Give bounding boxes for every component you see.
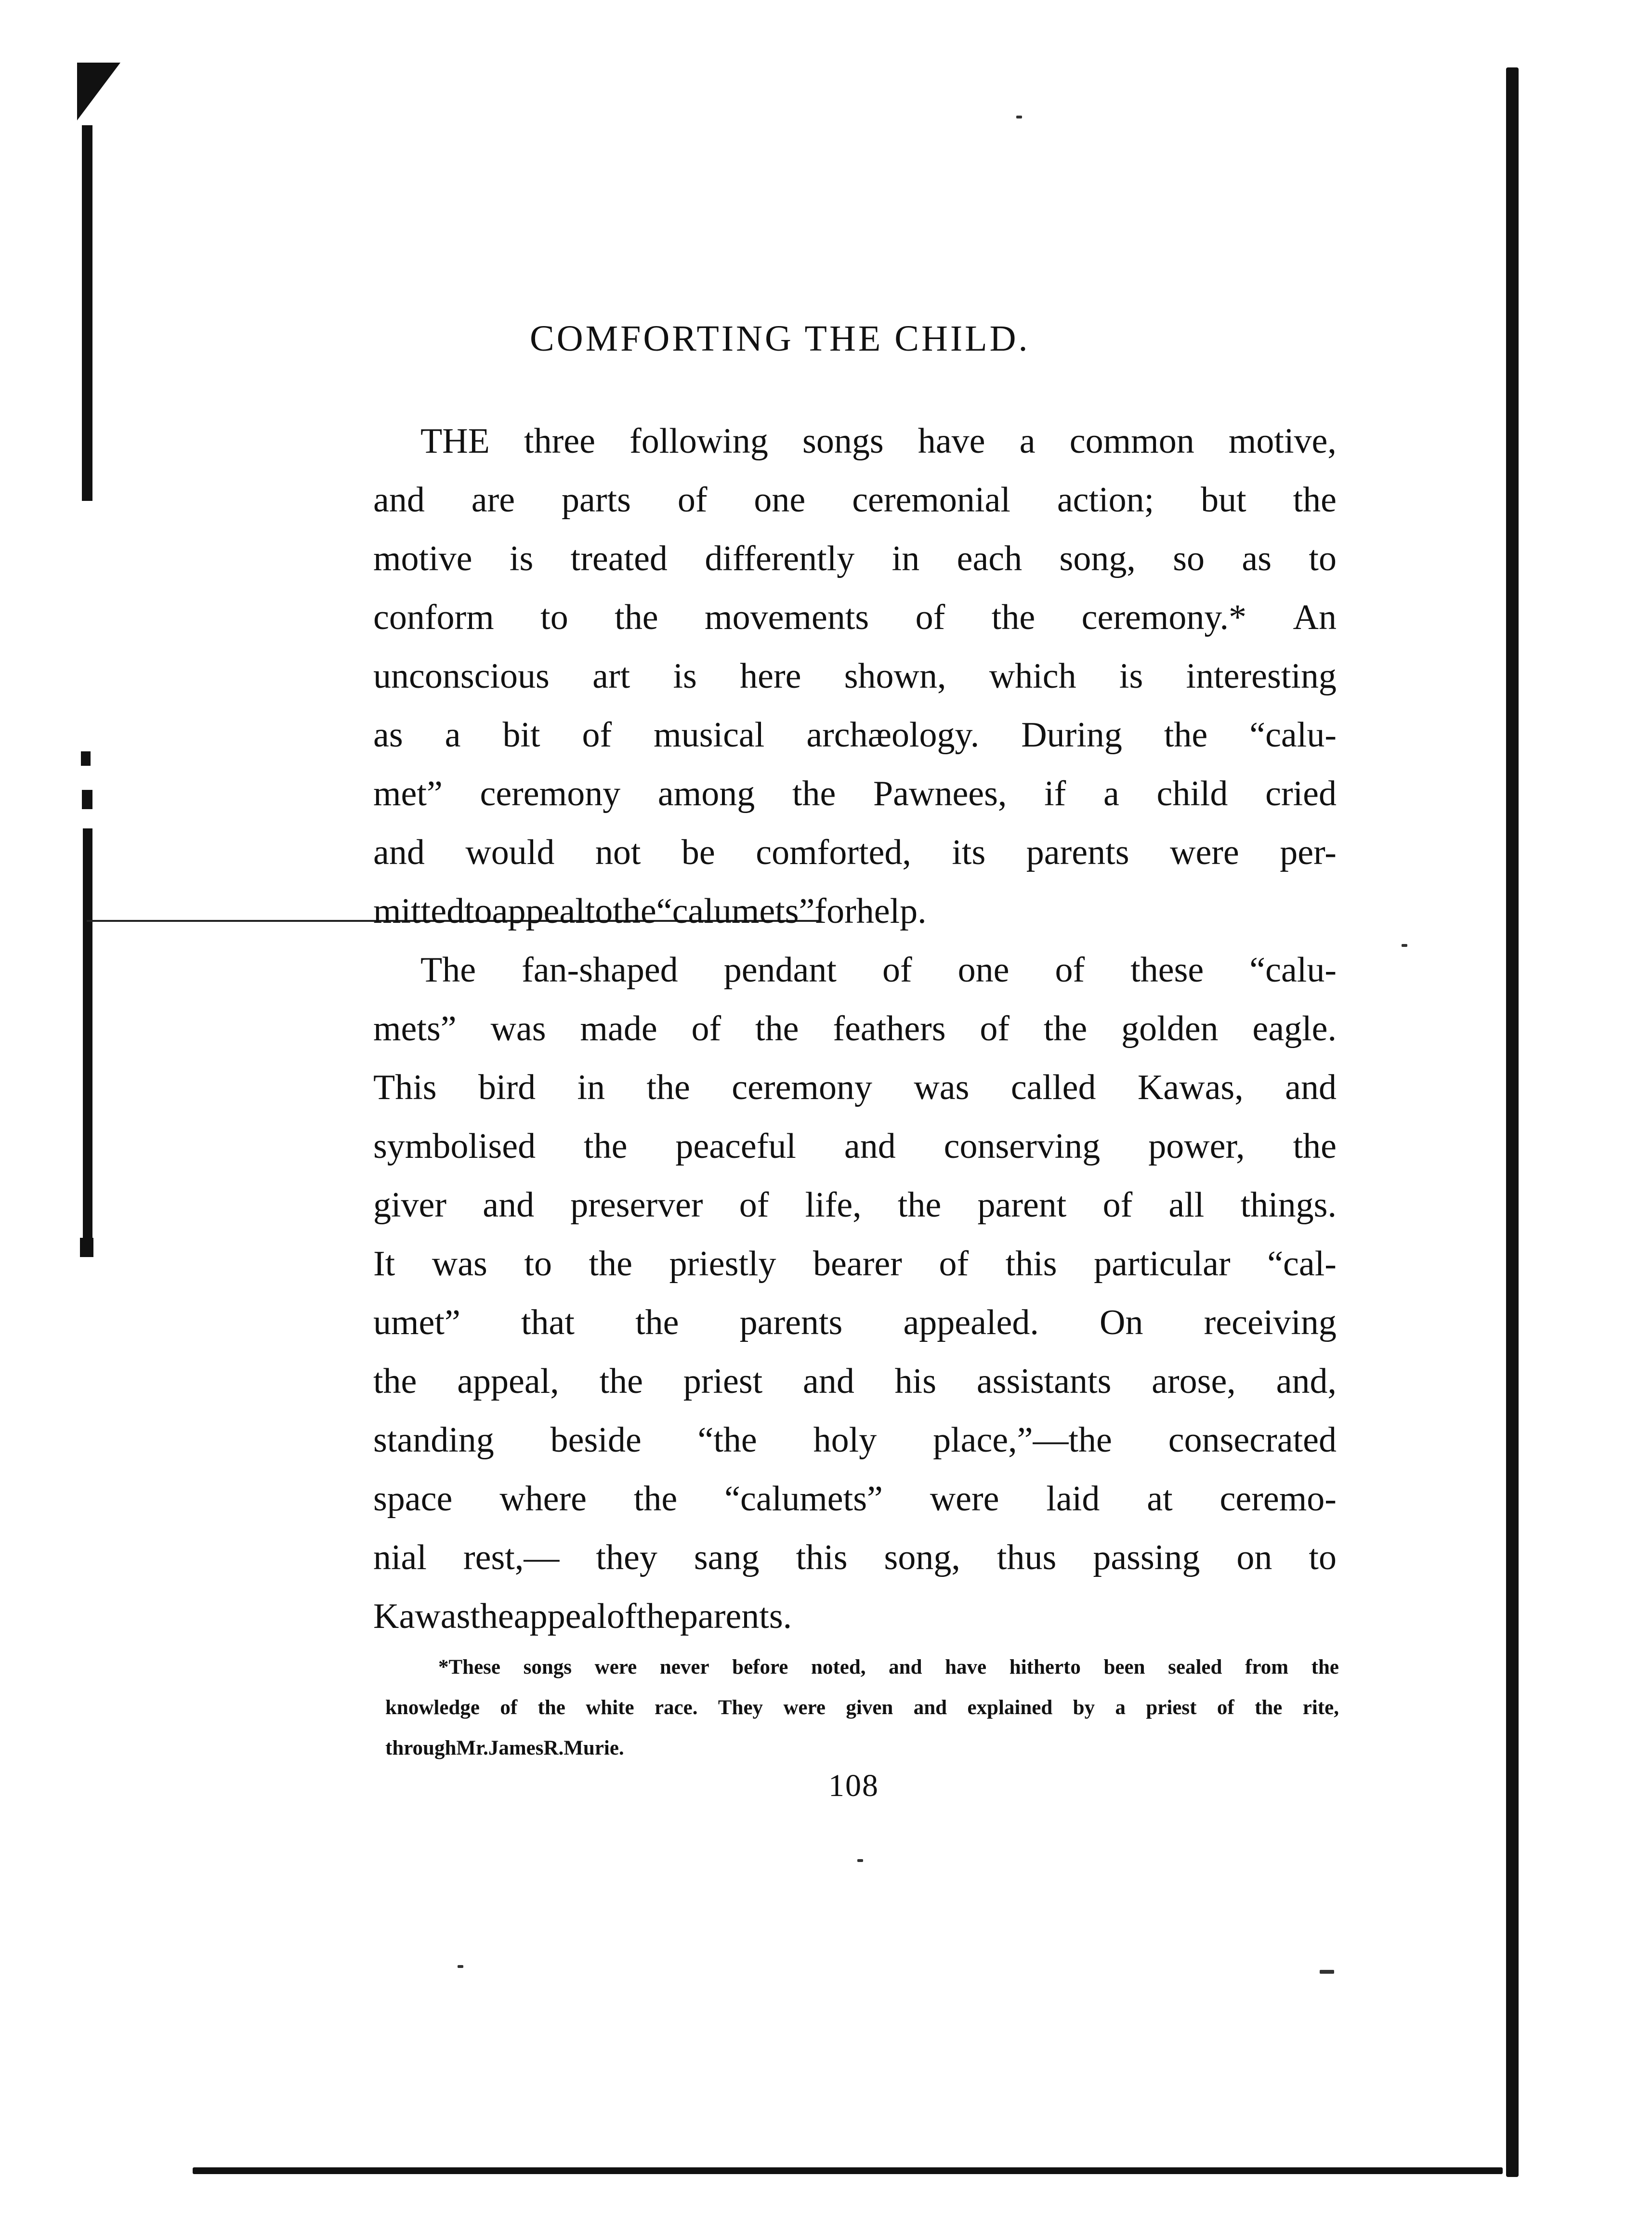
word: It: [373, 1244, 395, 1284]
word: have: [945, 1656, 987, 1678]
word: as: [373, 715, 403, 755]
word: of: [582, 715, 612, 755]
word: not: [595, 833, 641, 872]
word: of: [500, 1696, 518, 1719]
word: differently: [705, 539, 855, 578]
word: sang: [694, 1538, 760, 1577]
word: bearer: [813, 1244, 902, 1284]
word: golden: [1121, 1009, 1219, 1049]
word: a: [1019, 421, 1036, 461]
word: bit: [502, 715, 540, 755]
word: beside: [550, 1420, 642, 1460]
word: the: [1255, 1696, 1283, 1719]
word: peaceful: [675, 1127, 796, 1166]
word: to: [1309, 539, 1337, 578]
text-line: [373, 1469, 1337, 1528]
word: umet”: [373, 1303, 460, 1342]
word: this: [796, 1538, 848, 1577]
footnote: [385, 1647, 1339, 1769]
word: laid: [1046, 1479, 1100, 1519]
word: and: [889, 1656, 922, 1678]
text-line: [373, 882, 1337, 941]
word: They: [718, 1696, 763, 1719]
text-line: [373, 1234, 1337, 1293]
word: one: [957, 950, 1010, 990]
word: the: [646, 1068, 690, 1107]
word: is: [673, 656, 697, 696]
text-line: [373, 1587, 1337, 1646]
word: of: [882, 950, 912, 990]
word: were: [1170, 833, 1239, 872]
word: by: [1073, 1696, 1095, 1719]
word: would: [465, 833, 555, 872]
word: Kawas,: [1137, 1068, 1244, 1107]
word: consecrated: [1168, 1420, 1337, 1460]
word: “calu-: [1249, 715, 1337, 755]
word: shown,: [844, 656, 946, 696]
word: the: [792, 774, 836, 813]
word: in: [577, 1068, 605, 1107]
word: priest: [683, 1362, 763, 1401]
word: among: [657, 774, 755, 813]
word: R.: [543, 1737, 564, 1759]
word: place,”—the: [933, 1420, 1112, 1460]
word: appeal: [513, 1597, 607, 1636]
word: be: [681, 833, 715, 872]
page-title: COMFORTING THE CHILD.: [530, 318, 1030, 359]
word: but: [1201, 480, 1246, 520]
word: symbolised: [373, 1127, 536, 1166]
word: conform: [373, 598, 494, 637]
word: his: [894, 1362, 937, 1401]
word: and: [913, 1696, 947, 1719]
word: songs: [802, 421, 884, 461]
word: the: [615, 598, 658, 637]
word: parents.: [680, 1597, 792, 1636]
word: giver: [373, 1185, 447, 1225]
word: parents: [1026, 833, 1129, 872]
text-line: [373, 1528, 1337, 1587]
word: following: [629, 421, 768, 461]
word: knowledge: [385, 1696, 480, 1719]
text-line: [373, 1058, 1337, 1117]
scan-speck: [458, 1965, 463, 1968]
word: of: [677, 480, 708, 520]
word: to: [1309, 1538, 1337, 1577]
text-line: [373, 941, 1337, 999]
word: three: [524, 421, 595, 461]
word: arose,: [1152, 1362, 1236, 1401]
word: these: [1130, 950, 1204, 990]
word: holy: [813, 1420, 877, 1460]
word: the: [613, 892, 656, 931]
text-line: [373, 1117, 1337, 1176]
word: conserving: [944, 1127, 1101, 1166]
word: Kawas: [373, 1597, 471, 1636]
word: of: [691, 1009, 721, 1049]
word: mets”: [373, 1009, 457, 1049]
word: power,: [1148, 1127, 1245, 1166]
word: on: [1236, 1538, 1272, 1577]
word: this: [1005, 1244, 1057, 1284]
text-line: [373, 1411, 1337, 1469]
word: its: [952, 833, 986, 872]
word: a: [445, 715, 461, 755]
word: the: [1164, 715, 1208, 755]
word: parents: [739, 1303, 843, 1342]
word: the: [599, 1362, 643, 1401]
word: the: [584, 1127, 628, 1166]
word: explained: [967, 1696, 1053, 1719]
word: “calu-: [1249, 950, 1337, 990]
word: and: [373, 833, 425, 872]
word: of: [1102, 1185, 1133, 1225]
word: all: [1168, 1185, 1205, 1225]
text-line: [373, 1352, 1337, 1411]
word: child: [1156, 774, 1228, 813]
word: the: [1311, 1656, 1339, 1678]
word: nial: [373, 1538, 427, 1577]
word: the: [635, 1303, 679, 1342]
word: through: [385, 1737, 457, 1759]
word: and: [803, 1362, 854, 1401]
word: ceremony: [732, 1068, 872, 1107]
word: rest,—: [463, 1538, 560, 1577]
word: the: [589, 1244, 632, 1284]
footnote-line: [385, 1728, 1339, 1769]
word: common: [1069, 421, 1194, 461]
left-scan-bar-tail: [80, 1238, 93, 1257]
scan-corner-mark: [77, 63, 120, 120]
left-scan-bar-top: [82, 125, 92, 501]
word: “calumets”: [724, 1479, 883, 1519]
word: receiving: [1204, 1303, 1337, 1342]
word: musical: [654, 715, 765, 755]
word: bird: [478, 1068, 536, 1107]
word: made: [580, 1009, 657, 1049]
word: hitherto: [1009, 1656, 1081, 1678]
word: THE: [420, 421, 490, 461]
word: This: [373, 1068, 437, 1107]
left-scan-bar-mid-1: [81, 751, 91, 766]
word: and: [483, 1185, 535, 1225]
word: Murie.: [564, 1737, 624, 1759]
word: *These: [438, 1656, 500, 1678]
word: The: [420, 950, 476, 990]
word: is: [1119, 656, 1143, 696]
word: unconscious: [373, 656, 550, 696]
word: standing: [373, 1420, 494, 1460]
word: one: [754, 480, 806, 520]
page-number: 108: [828, 1768, 879, 1803]
word: are: [471, 480, 515, 520]
word: was: [490, 1009, 546, 1049]
word: here: [740, 656, 801, 696]
word: comforted,: [756, 833, 911, 872]
word: of: [606, 1597, 637, 1636]
word: passing: [1093, 1538, 1200, 1577]
word: where: [499, 1479, 587, 1519]
word: were: [783, 1696, 826, 1719]
word: and: [373, 480, 425, 520]
word: of: [939, 1244, 969, 1284]
word: white: [586, 1696, 634, 1719]
word: priest: [1146, 1696, 1197, 1719]
word: motive,: [1228, 421, 1337, 461]
word: appeal,: [457, 1362, 559, 1401]
word: race.: [654, 1696, 698, 1719]
scan-speck: [1402, 944, 1407, 947]
left-scan-bar-lower: [83, 828, 92, 1252]
word: songs: [523, 1656, 572, 1678]
word: been: [1103, 1656, 1145, 1678]
word: of: [739, 1185, 769, 1225]
word: appealed.: [903, 1303, 1039, 1342]
word: preserver: [570, 1185, 703, 1225]
word: they: [596, 1538, 657, 1577]
word: fan-shaped: [522, 950, 678, 990]
word: eagle.: [1252, 1009, 1337, 1049]
word: the: [373, 1362, 417, 1401]
word: action;: [1057, 480, 1154, 520]
word: and: [844, 1127, 896, 1166]
word: if: [1044, 774, 1066, 813]
scan-speck: [857, 1859, 863, 1862]
word: and,: [1276, 1362, 1337, 1401]
word: space: [373, 1479, 453, 1519]
word: the: [636, 1597, 680, 1636]
word: each: [957, 539, 1023, 578]
word: to: [524, 1244, 552, 1284]
word: that: [521, 1303, 575, 1342]
paragraph: [373, 412, 1337, 941]
word: of: [1217, 1696, 1234, 1719]
word: sealed: [1168, 1656, 1222, 1678]
word: parent: [977, 1185, 1067, 1225]
word: from: [1245, 1656, 1289, 1678]
word: appeal: [492, 892, 585, 931]
word: in: [892, 539, 920, 578]
word: ceremo-: [1219, 1479, 1337, 1519]
word: James: [488, 1737, 544, 1759]
word: is: [509, 539, 534, 578]
word: On: [1100, 1303, 1143, 1342]
word: An: [1293, 598, 1337, 637]
scan-speck: [1320, 1970, 1334, 1974]
word: “cal-: [1267, 1244, 1337, 1284]
text-line: [373, 412, 1337, 471]
word: Pawnees,: [873, 774, 1007, 813]
word: treated: [570, 539, 668, 578]
word: mitted: [373, 892, 465, 931]
word: the: [538, 1696, 565, 1719]
word: art: [592, 656, 630, 696]
word: called: [1010, 1068, 1096, 1107]
word: motive: [373, 539, 472, 578]
text-line: [373, 764, 1337, 823]
word: was: [432, 1244, 487, 1284]
word: of: [1055, 950, 1085, 990]
word: were: [594, 1656, 637, 1678]
text-line: [373, 706, 1337, 764]
word: of: [980, 1009, 1010, 1049]
word: song,: [884, 1538, 960, 1577]
word: pendant: [723, 950, 837, 990]
word: ceremonial: [852, 480, 1010, 520]
word: life,: [805, 1185, 862, 1225]
word: thus: [996, 1538, 1057, 1577]
text-line: [373, 647, 1337, 706]
word: a: [1103, 774, 1119, 813]
word: things.: [1240, 1185, 1337, 1225]
word: the: [1293, 480, 1337, 520]
bottom-scan-rule: [193, 2167, 1503, 2174]
body-text: [373, 412, 1337, 1646]
word: per-: [1280, 833, 1337, 872]
text-line: [373, 529, 1337, 588]
word: the: [755, 1009, 799, 1049]
scan-speck: [1016, 116, 1022, 118]
word: particular: [1094, 1244, 1231, 1284]
word: the: [1043, 1009, 1088, 1049]
word: and: [1285, 1068, 1337, 1107]
word: to: [585, 892, 613, 931]
word: at: [1147, 1479, 1173, 1519]
text-line: [373, 823, 1337, 882]
word: cried: [1265, 774, 1337, 813]
word: the: [991, 598, 1036, 637]
word: the: [470, 1597, 514, 1636]
word: a: [1115, 1696, 1126, 1719]
word: “calumets”: [656, 892, 815, 931]
word: never: [659, 1656, 709, 1678]
word: rite,: [1302, 1696, 1339, 1719]
word: the: [897, 1185, 942, 1225]
word: the: [1293, 1127, 1337, 1166]
right-scan-bar: [1506, 67, 1519, 2177]
word: ceremony.*: [1081, 598, 1247, 637]
word: interesting: [1186, 656, 1337, 696]
text-line: [373, 1293, 1337, 1352]
word: to: [540, 598, 568, 637]
word: assistants: [976, 1362, 1112, 1401]
paragraph: [373, 941, 1337, 1646]
word: archæology.: [806, 715, 980, 755]
word: given: [846, 1696, 893, 1719]
word: During: [1021, 715, 1122, 755]
word: which: [989, 656, 1076, 696]
word: feathers: [833, 1009, 946, 1049]
word: song,: [1059, 539, 1136, 578]
word: of: [915, 598, 945, 637]
text-line: [373, 999, 1337, 1058]
text-line: [373, 1176, 1337, 1234]
word: Mr.: [456, 1737, 488, 1759]
word: for: [814, 892, 856, 931]
word: met”: [373, 774, 443, 813]
word: so: [1173, 539, 1205, 578]
word: “the: [697, 1420, 757, 1460]
word: movements: [705, 598, 869, 637]
word: ceremony: [480, 774, 621, 813]
word: help.: [856, 892, 927, 931]
word: were: [930, 1479, 999, 1519]
word: as: [1242, 539, 1272, 578]
word: have: [918, 421, 985, 461]
word: before: [732, 1656, 788, 1678]
word: was: [914, 1068, 970, 1107]
text-line: [373, 588, 1337, 647]
word: to: [464, 892, 492, 931]
left-scan-bar-mid-2: [82, 790, 92, 809]
word: noted,: [811, 1656, 866, 1678]
footnote-line: [385, 1688, 1339, 1728]
word: the: [633, 1479, 678, 1519]
word: priestly: [669, 1244, 776, 1284]
footnote-line: [385, 1647, 1339, 1688]
text-line: [373, 471, 1337, 529]
word: parts: [562, 480, 631, 520]
